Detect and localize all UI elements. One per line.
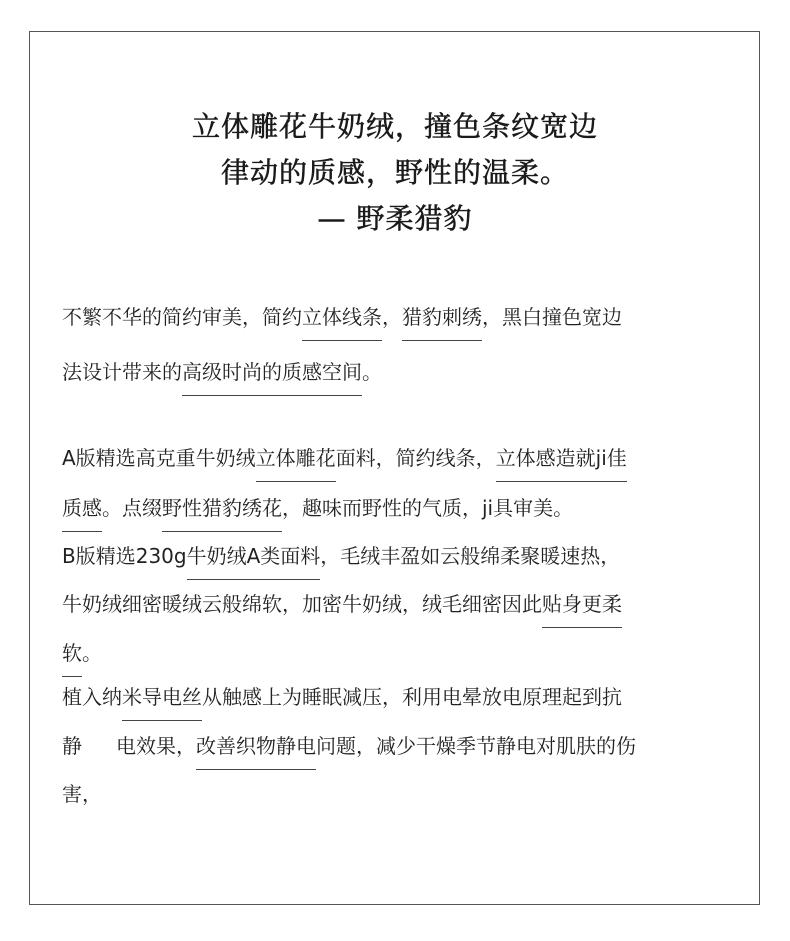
text-segment: 害，	[62, 782, 102, 806]
underlined-phrase: 猎豹刺绣	[402, 305, 482, 329]
underlined-phrase: 立体感造就ji佳	[495, 446, 627, 470]
paragraph-2-line-3	[62, 544, 620, 574]
title-line-3: — 野柔猎豹	[317, 202, 473, 235]
text-segment: 。	[362, 360, 382, 384]
text-segment: 电效果，	[116, 734, 196, 758]
text-segment: ，黑白撞色宽边	[482, 305, 622, 329]
text-segment: 植入纳	[62, 685, 122, 709]
text-segment: 问题，减少干燥季节静电对肌肤的伤	[316, 734, 636, 758]
paragraph-2-line-4	[62, 592, 622, 622]
underlined-phrase: 质感	[62, 496, 102, 520]
paragraph-2-line-2	[62, 496, 573, 526]
text-segment: ，	[382, 305, 402, 329]
underlined-phrase: 高级时尚的质感空间	[182, 360, 362, 384]
title-line-2: 律动的质感，野性的温柔。	[220, 156, 569, 189]
underlined-phrase: 立体线条	[302, 305, 382, 329]
text-segment: 从触感上为睡眠减压，利用电晕放电原理起到抗	[202, 685, 622, 709]
text-segment: 牛奶绒细密暖绒云般绵软，加密牛奶绒，绒毛细密因此	[62, 592, 542, 616]
underlined-phrase: 米导电丝	[122, 685, 202, 709]
underlined-phrase: 牛奶绒A类面料	[186, 544, 321, 568]
paragraph-2-line-5	[62, 641, 102, 671]
paragraph-2-line-1	[62, 446, 627, 476]
underlined-phrase: 立体雕花	[255, 446, 336, 470]
text-segment: A版精选高克重牛奶绒	[62, 446, 256, 470]
text-segment: 面料，简约线条，	[335, 446, 496, 470]
title-line-1: 立体雕花牛奶绒，撞色条纹宽边	[191, 110, 598, 143]
paragraph-2-line-7	[62, 734, 636, 764]
underlined-phrase: 贴身更柔	[542, 592, 622, 616]
paragraph-1-line-1	[62, 305, 622, 335]
text-segment: 不繁不华的简约审美，简约	[62, 305, 302, 329]
text-segment: 法设计带来的	[62, 360, 182, 384]
paragraph-2-line-8	[62, 782, 102, 812]
text-segment: B版精选230g	[62, 544, 187, 568]
text-segment: 静	[62, 734, 82, 758]
paragraph-2-line-6	[62, 685, 622, 715]
text-segment: ，趣味而野性的气质，ji具审美。	[282, 496, 574, 520]
text-segment: 。	[82, 641, 102, 665]
paragraph-1-line-2	[62, 360, 382, 390]
text-segment: 。点缀	[102, 496, 162, 520]
text-segment: ，毛绒丰盈如云般绵柔聚暖速热，	[320, 544, 621, 568]
title-block	[0, 104, 790, 242]
underlined-phrase: 软	[62, 641, 82, 665]
underlined-phrase: 改善织物静电	[196, 734, 316, 758]
underlined-phrase: 野性猎豹绣花	[162, 496, 282, 520]
